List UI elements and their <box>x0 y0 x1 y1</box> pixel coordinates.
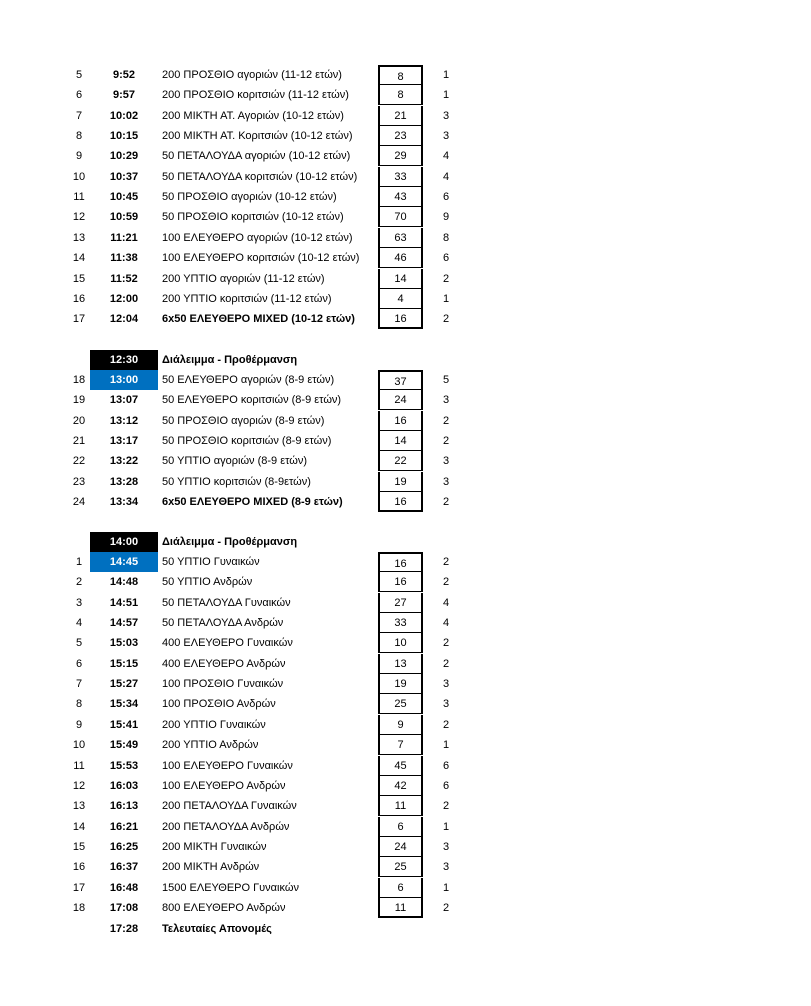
event-row <box>0 715 811 735</box>
entries-count: 42 <box>378 776 423 796</box>
event-row <box>0 146 811 166</box>
event-number: 17 <box>72 313 86 326</box>
event-time: 14:51 <box>109 596 139 609</box>
event-number: 11 <box>73 759 85 772</box>
event-time: 10:59 <box>109 211 139 224</box>
event-row <box>0 207 811 227</box>
event-name: 50 ΥΠΤΙΟ Ανδρών <box>162 576 253 589</box>
entries-count: 43 <box>378 187 423 207</box>
heats-count: 8 <box>442 231 450 244</box>
event-time: 16:21 <box>109 820 139 833</box>
event-row <box>0 65 811 85</box>
event-time: 14:48 <box>109 576 139 589</box>
event-name: 400 ΕΛΕΥΘΕΡΟ Γυναικών <box>162 637 293 650</box>
event-row <box>0 451 811 471</box>
entries-count: 24 <box>378 390 423 410</box>
event-time: 15:03 <box>109 637 139 650</box>
entries-count: 25 <box>378 694 423 714</box>
event-number: 15 <box>72 272 86 285</box>
entries-count: 33 <box>378 613 423 633</box>
heats-count: 4 <box>442 170 450 183</box>
event-name: 200 ΠΡΟΣΘΙΟ κοριτσιών (11-12 ετών) <box>162 89 349 102</box>
entries-count: 16 <box>378 309 423 329</box>
event-time: 14:45 <box>90 552 158 572</box>
entries-count: 11 <box>378 898 423 918</box>
event-time: 14:57 <box>109 617 139 630</box>
heats-count: 2 <box>442 556 450 568</box>
event-time: 16:37 <box>109 861 139 874</box>
event-name: 50 ΥΠΤΙΟ κοριτσιών (8-9ετών) <box>162 475 311 488</box>
entries-count: 25 <box>378 857 423 877</box>
event-time: 10:45 <box>109 191 139 204</box>
event-name: 200 ΠΕΤΑΛΟΥΔΑ Ανδρών <box>162 820 290 833</box>
event-name: 6x50 ΕΛΕΥΘΕΡΟ MIXED (10-12 ετών) <box>162 313 355 326</box>
event-number: 21 <box>72 435 86 448</box>
entries-count: 10 <box>378 633 423 653</box>
event-number: 9 <box>75 718 83 731</box>
heats-count: 3 <box>442 698 450 711</box>
heats-count: 4 <box>442 617 450 630</box>
event-number: 16 <box>72 292 86 305</box>
event-name: 800 ΕΛΕΥΘΕΡΟ Ανδρών <box>162 901 286 914</box>
event-number: 1 <box>75 556 83 568</box>
event-number: 3 <box>75 596 83 609</box>
event-time: 13:34 <box>109 496 139 509</box>
event-row <box>0 593 811 613</box>
event-time: 16:25 <box>109 840 139 853</box>
heats-count: 2 <box>442 313 450 326</box>
entries-count: 37 <box>378 370 423 390</box>
entries-count: 14 <box>378 269 423 289</box>
event-row <box>0 633 811 653</box>
heats-count: 4 <box>442 596 450 609</box>
event-row <box>0 694 811 714</box>
heats-count: 2 <box>442 637 450 650</box>
event-time: 16:03 <box>109 779 139 792</box>
heats-count: 3 <box>442 840 450 853</box>
event-number: 19 <box>72 394 86 407</box>
heats-count: 5 <box>442 374 450 386</box>
entries-count: 29 <box>378 146 423 166</box>
event-name: 50 ΠΡΟΣΘΙΟ αγοριών (10-12 ετών) <box>162 191 337 204</box>
event-time: 13:00 <box>90 370 158 390</box>
event-row <box>0 613 811 633</box>
event-name: 200 ΠΡΟΣΘΙΟ αγοριών (11-12 ετών) <box>162 69 342 81</box>
entries-count: 24 <box>378 837 423 857</box>
heats-count: 2 <box>442 657 450 670</box>
event-name: 50 ΠΕΤΑΛΟΥΔΑ Γυναικών <box>162 596 291 609</box>
event-number: 2 <box>75 576 83 589</box>
entries-count: 63 <box>378 228 423 248</box>
event-name: 200 ΠΕΤΑΛΟΥΔΑ Γυναικών <box>162 800 297 813</box>
event-number: 8 <box>75 698 83 711</box>
event-row <box>0 187 811 207</box>
event-number: 14 <box>72 820 86 833</box>
break-time: 14:00 <box>90 532 158 552</box>
event-name: 100 ΠΡΟΣΘΙΟ Ανδρών <box>162 698 276 711</box>
event-number: 12 <box>72 211 86 224</box>
heats-count: 3 <box>442 475 450 488</box>
entries-count: 7 <box>378 735 423 755</box>
event-time: 9:57 <box>112 89 136 102</box>
heats-count: 2 <box>442 800 450 813</box>
event-name: 1500 ΕΛΕΥΘΕΡΟ Γυναικών <box>162 881 299 894</box>
entries-count: 16 <box>378 572 423 592</box>
event-number: 8 <box>75 130 83 143</box>
event-time: 15:49 <box>109 739 139 752</box>
event-name: 50 ΠΕΤΑΛΟΥΔΑ κοριτσιών (10-12 ετών) <box>162 170 358 183</box>
event-time: 11:52 <box>110 272 138 285</box>
heats-count: 1 <box>442 820 450 833</box>
event-name: 100 ΕΛΕΥΘΕΡΟ Γυναικών <box>162 759 293 772</box>
heats-count: 6 <box>442 759 450 772</box>
entries-count: 27 <box>378 593 423 613</box>
entries-count: 13 <box>378 654 423 674</box>
event-row <box>0 309 811 329</box>
event-number: 7 <box>75 678 83 691</box>
event-number: 13 <box>72 231 86 244</box>
event-row <box>0 167 811 187</box>
entries-count: 14 <box>378 431 423 451</box>
event-number: 18 <box>72 374 86 386</box>
event-number: 9 <box>75 150 83 163</box>
event-name: 200 ΥΠΤΙΟ Ανδρών <box>162 739 259 752</box>
event-name: 6x50 ΕΛΕΥΘΕΡΟ MIXED (8-9 ετών) <box>162 496 343 509</box>
event-number: 12 <box>72 779 86 792</box>
event-name: 400 ΕΛΕΥΘΕΡΟ Ανδρών <box>162 657 286 670</box>
entries-count: 22 <box>378 451 423 471</box>
event-time: 16:48 <box>109 881 139 894</box>
event-number: 17 <box>72 881 86 894</box>
event-row <box>0 472 811 492</box>
event-number: 23 <box>72 475 86 488</box>
event-row <box>0 735 811 755</box>
event-time: 10:37 <box>109 170 139 183</box>
entries-count: 19 <box>378 472 423 492</box>
event-row <box>0 776 811 796</box>
event-number: 4 <box>75 617 83 630</box>
break-row <box>0 532 811 552</box>
heats-count: 2 <box>442 718 450 731</box>
event-row <box>0 837 811 857</box>
heats-count: 2 <box>442 576 450 589</box>
event-row <box>0 228 811 248</box>
entries-count: 16 <box>378 492 423 512</box>
event-time: 15:27 <box>109 678 139 691</box>
event-time: 15:41 <box>109 718 139 731</box>
event-number: 24 <box>72 496 86 509</box>
event-number: 10 <box>72 170 86 183</box>
heats-count: 3 <box>442 394 450 407</box>
event-number: 14 <box>72 252 86 265</box>
event-time: 12:00 <box>109 292 139 305</box>
event-name: 100 ΕΛΕΥΘΕΡΟ κοριτσιών (10-12 ετών) <box>162 252 360 265</box>
heats-count: 4 <box>442 150 450 163</box>
event-row <box>0 248 811 268</box>
entries-count: 6 <box>378 878 423 898</box>
heats-count: 1 <box>442 69 450 81</box>
event-time: 10:29 <box>109 150 139 163</box>
event-name: 200 ΥΠΤΙΟ αγοριών (11-12 ετών) <box>162 272 325 285</box>
heats-count: 3 <box>442 130 450 143</box>
heats-count: 2 <box>442 272 450 285</box>
event-time: 13:28 <box>109 475 139 488</box>
event-row <box>0 654 811 674</box>
entries-count: 4 <box>378 289 423 309</box>
heats-count: 1 <box>442 89 450 102</box>
event-name: 50 ΠΕΤΑΛΟΥΔΑ αγοριών (10-12 ετών) <box>162 150 351 163</box>
event-name: 200 ΥΠΤΙΟ Γυναικών <box>162 718 266 731</box>
heats-count: 6 <box>442 191 450 204</box>
footer-time: 17:28 <box>109 923 139 935</box>
break-row <box>0 350 811 370</box>
event-name: 50 ΠΕΤΑΛΟΥΔΑ Ανδρών <box>162 617 284 630</box>
event-number: 13 <box>72 800 86 813</box>
heats-count: 3 <box>442 109 450 122</box>
entries-count: 46 <box>378 248 423 268</box>
event-row <box>0 898 811 918</box>
entries-count: 23 <box>378 126 423 146</box>
event-row <box>0 756 811 776</box>
event-number: 5 <box>75 637 83 650</box>
heats-count: 2 <box>442 414 450 427</box>
event-name: 100 ΕΛΕΥΘΕΡΟ αγοριών (10-12 ετών) <box>162 231 353 244</box>
event-time: 9:52 <box>112 69 136 81</box>
heats-count: 6 <box>442 252 450 265</box>
entries-count: 19 <box>378 674 423 694</box>
heats-count: 6 <box>442 779 450 792</box>
event-time: 11:21 <box>110 231 138 244</box>
event-number: 18 <box>72 901 86 914</box>
heats-count: 1 <box>442 739 450 752</box>
entries-count: 21 <box>378 106 423 126</box>
entries-count: 8 <box>378 85 423 105</box>
heats-count: 2 <box>442 496 450 509</box>
heats-count: 3 <box>442 455 450 468</box>
event-number: 11 <box>73 191 85 204</box>
event-name: 50 ΥΠΤΙΟ αγοριών (8-9 ετών) <box>162 455 308 468</box>
entries-count: 11 <box>378 796 423 816</box>
event-number: 7 <box>75 109 83 122</box>
heats-count: 1 <box>442 881 450 894</box>
heats-count: 2 <box>442 901 450 914</box>
event-name: 200 ΜΙΚΤΗ Γυναικών <box>162 840 267 853</box>
entries-count: 8 <box>378 65 423 85</box>
event-name: 200 ΜΙΚΤΗ ΑΤ. Κοριτσιών (10-12 ετών) <box>162 130 353 143</box>
heats-count: 3 <box>442 861 450 874</box>
event-time: 10:02 <box>109 109 139 122</box>
event-time: 17:08 <box>109 901 139 914</box>
event-row <box>0 269 811 289</box>
event-row <box>0 552 811 572</box>
event-row <box>0 289 811 309</box>
event-name: 50 ΠΡΟΣΘΙΟ αγοριών (8-9 ετών) <box>162 414 325 427</box>
event-name: 50 ΠΡΟΣΘΙΟ κοριτσιών (10-12 ετών) <box>162 211 344 224</box>
event-number: 5 <box>75 69 83 81</box>
footer-label: Τελευταίες Απονομές <box>162 923 272 935</box>
break-label: Διάλειμμα - Προθέρμανση <box>162 536 298 548</box>
event-row <box>0 390 811 410</box>
event-name: 200 ΥΠΤΙΟ κοριτσιών (11-12 ετών) <box>162 292 332 305</box>
event-number: 16 <box>72 861 86 874</box>
entries-count: 16 <box>378 552 423 572</box>
event-time: 13:07 <box>109 394 139 407</box>
entries-count: 70 <box>378 207 423 227</box>
event-row <box>0 85 811 105</box>
break-label: Διάλειμμα - Προθέρμανση <box>162 354 298 366</box>
event-number: 22 <box>72 455 86 468</box>
entries-count: 16 <box>378 411 423 431</box>
event-row <box>0 878 811 898</box>
event-name: 50 ΠΡΟΣΘΙΟ κοριτσιών (8-9 ετών) <box>162 435 332 448</box>
entries-count: 45 <box>378 756 423 776</box>
break-time: 12:30 <box>90 350 158 370</box>
event-number: 15 <box>72 840 86 853</box>
event-row <box>0 411 811 431</box>
event-row <box>0 572 811 592</box>
event-row <box>0 106 811 126</box>
event-name: 50 ΕΛΕΥΘΕΡΟ κοριτσιών (8-9 ετών) <box>162 394 342 407</box>
footer-row <box>0 919 811 939</box>
event-name: 100 ΠΡΟΣΘΙΟ Γυναικών <box>162 678 284 691</box>
entries-count: 33 <box>378 167 423 187</box>
event-name: 200 ΜΙΚΤΗ ΑΤ. Αγοριών (10-12 ετών) <box>162 109 344 122</box>
event-row <box>0 431 811 451</box>
heats-count: 3 <box>442 678 450 691</box>
event-row <box>0 817 811 837</box>
event-time: 15:15 <box>109 657 139 670</box>
event-row <box>0 492 811 512</box>
event-row <box>0 674 811 694</box>
event-number: 6 <box>75 657 83 670</box>
event-time: 15:53 <box>109 759 139 772</box>
event-number: 20 <box>72 414 86 427</box>
heats-count: 9 <box>442 211 450 224</box>
event-time: 15:34 <box>109 698 139 711</box>
event-name: 200 ΜΙΚΤΗ Ανδρών <box>162 861 260 874</box>
heats-count: 1 <box>442 292 450 305</box>
event-row <box>0 126 811 146</box>
event-time: 10:15 <box>109 130 139 143</box>
event-time: 13:22 <box>109 455 139 468</box>
heats-count: 2 <box>442 435 450 448</box>
event-row <box>0 370 811 390</box>
event-time: 13:12 <box>109 414 139 427</box>
event-name: 50 ΥΠΤΙΟ Γυναικών <box>162 556 260 568</box>
entries-count: 9 <box>378 715 423 735</box>
event-name: 50 ΕΛΕΥΘΕΡΟ αγοριών (8-9 ετών) <box>162 374 335 386</box>
event-name: 100 ΕΛΕΥΘΕΡΟ Ανδρών <box>162 779 286 792</box>
event-time: 11:38 <box>110 252 138 265</box>
event-row <box>0 796 811 816</box>
event-number: 6 <box>75 89 83 102</box>
event-row <box>0 857 811 877</box>
event-time: 13:17 <box>109 435 139 448</box>
event-number: 10 <box>72 739 86 752</box>
event-time: 16:13 <box>109 800 139 813</box>
event-time: 12:04 <box>109 313 139 326</box>
entries-count: 6 <box>378 817 423 837</box>
